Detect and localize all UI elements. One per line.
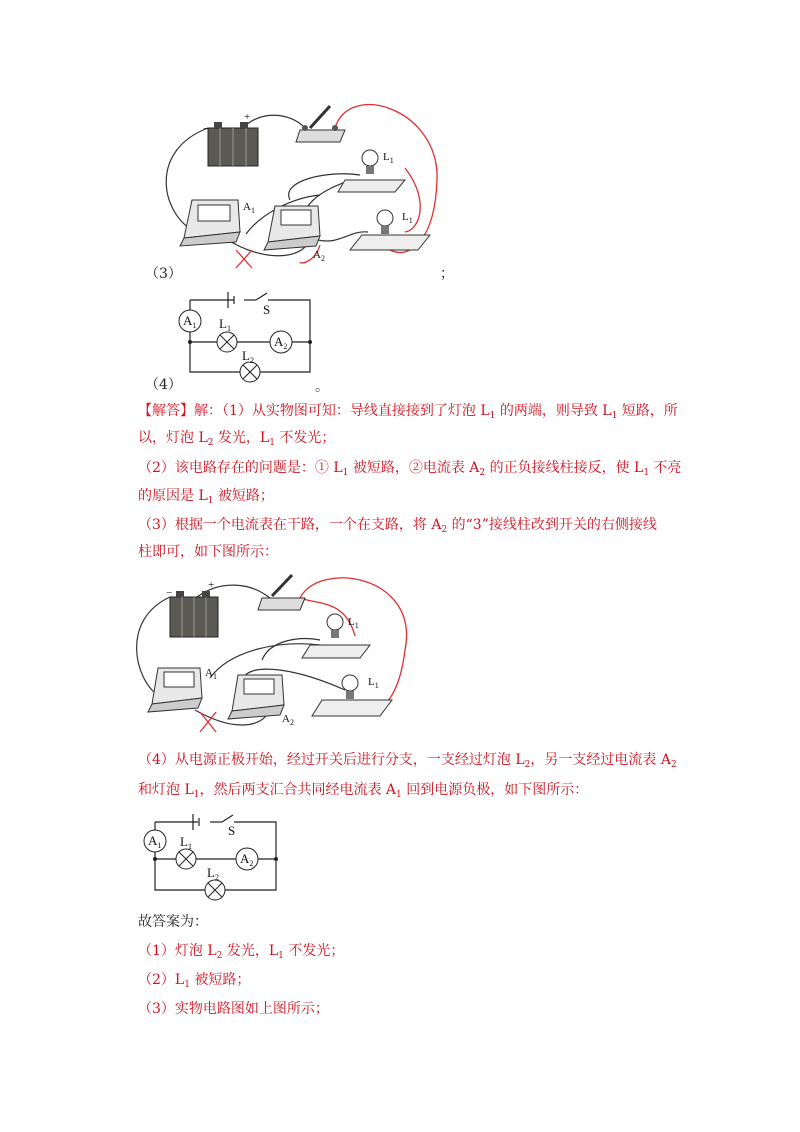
answer-heading: 【解答】 bbox=[138, 403, 194, 419]
svg-text:−: − bbox=[166, 587, 173, 599]
final-title: 故答案为： bbox=[138, 914, 208, 930]
svg-text:+: + bbox=[244, 111, 251, 123]
svg-text:S: S bbox=[228, 823, 236, 838]
svg-text:A1: $A_1$ bbox=[205, 667, 217, 681]
svg-text:L2: $L_2$ bbox=[207, 865, 219, 882]
svg-text:A1: $A_1$ bbox=[183, 313, 197, 330]
answer-line-2: 以，灯泡 $L_2$ 发光，$L_1$ 不发光； bbox=[138, 430, 336, 448]
item4-tail: 。 bbox=[315, 379, 329, 395]
answer-line-5: （3）根据一个电流表在干路，一个在支路，将 $A_2$ 的“3”接线柱改到开关的右侧接线 bbox=[138, 517, 657, 535]
final-answer-3: （3）实物电路图如上图所示； bbox=[138, 1001, 329, 1017]
svg-text:L1: $L_1$ bbox=[368, 676, 379, 690]
svg-text:−: − bbox=[203, 123, 210, 135]
svg-text:S: S bbox=[263, 302, 271, 317]
svg-text:A2: $A_2$ bbox=[274, 334, 288, 351]
answer-line-1: 【解答】解：（1）从实物图可知：导线直接接到了灯泡 $L_1$ 的两端，则导致 $L_1$ 短路，所 bbox=[138, 403, 678, 421]
svg-text:L1: $L_1$ bbox=[348, 616, 359, 630]
final-answer-2: $(2)L_1$ 被短路； bbox=[138, 972, 251, 990]
answer-line-4: 的原因是 $L_1$ 被短路； bbox=[138, 488, 274, 506]
item3-number: （3） bbox=[145, 266, 182, 282]
final-answer-1: （1）灯泡 $L_2$ 发光，$L_1$ 不发光； bbox=[138, 943, 345, 961]
svg-text:A2: $A_2$ bbox=[313, 249, 325, 263]
svg-text:+: + bbox=[208, 579, 215, 591]
item3-tail: ； bbox=[440, 266, 454, 282]
svg-text:L2: $L_2$ bbox=[242, 348, 254, 365]
answer-line-8: 和灯泡 $L_1$，然后两支汇合共同经电流表 $A_1$ 回到电源负极，如下图所示： bbox=[138, 782, 589, 800]
answer-line-6: 柱即可，如下图所示： bbox=[138, 544, 278, 560]
svg-text:L1: $L_1$ bbox=[402, 211, 413, 225]
answer-line-7: （4）从电源正极开始，经过开关后进行分支，一支经过灯泡 $L_2$，另一支经过电流表 $A_2$ bbox=[138, 752, 677, 770]
svg-text:L1: $L_1$ bbox=[383, 151, 394, 165]
answer-line-3: （2）该电路存在的问题是：① $L_1$ 被短路，②电流表 $A_2$ 的正负接线柱接反，使 $L_1$ 不亮 bbox=[138, 460, 682, 478]
svg-text:L1: $L_1$ bbox=[219, 316, 231, 333]
item4-number: （4） bbox=[145, 377, 182, 393]
svg-text:A2: $A_2$ bbox=[282, 713, 294, 727]
svg-text:L1: $L_1$ bbox=[180, 834, 192, 851]
svg-text:A1: $A_1$ bbox=[243, 201, 255, 215]
svg-text:A2: $A_2$ bbox=[240, 851, 254, 868]
svg-text:A1: $A_1$ bbox=[148, 833, 162, 850]
